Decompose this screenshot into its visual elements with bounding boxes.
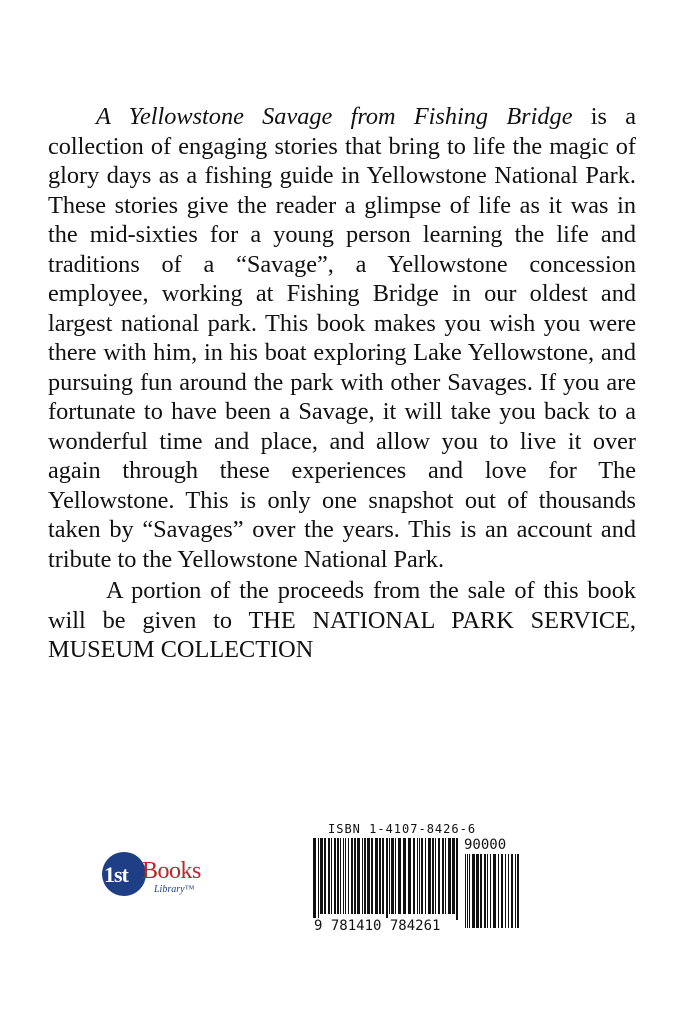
barcode-bar bbox=[343, 838, 344, 914]
barcode-bar bbox=[354, 838, 356, 914]
barcode-bar bbox=[498, 854, 499, 928]
barcode-bar bbox=[345, 838, 346, 914]
barcode-bar bbox=[505, 854, 506, 928]
barcode-bar bbox=[465, 854, 466, 928]
proceeds-note: A portion of the proceeds from the sale of this book will be given to THE NATIONAL PARK SERVICE, MUSEUM COLLECTION bbox=[48, 577, 636, 663]
barcode-bar bbox=[493, 854, 496, 928]
barcode-bar bbox=[438, 838, 440, 914]
barcode-bar bbox=[367, 838, 370, 914]
barcode-bar bbox=[515, 854, 516, 928]
barcode-bar bbox=[501, 854, 503, 928]
barcode-bar bbox=[382, 838, 384, 914]
barcode-bar bbox=[484, 854, 486, 928]
addon-barcode-icon bbox=[464, 854, 520, 928]
book-description bbox=[48, 102, 636, 665]
barcode-bar bbox=[421, 838, 423, 914]
barcode-bar bbox=[456, 838, 458, 920]
barcode-bar bbox=[469, 854, 470, 928]
barcode-bar bbox=[452, 838, 455, 914]
ean-barcode-icon bbox=[312, 838, 460, 920]
barcode-bar bbox=[435, 838, 436, 914]
description-paragraph-1 bbox=[48, 102, 636, 574]
barcode-bar bbox=[425, 838, 426, 914]
barcode-bar bbox=[379, 838, 381, 914]
barcode-bar bbox=[357, 838, 360, 914]
barcode-bar bbox=[511, 854, 513, 928]
publisher-subtitle: Library™ bbox=[154, 884, 195, 895]
ean-digits: 9 781410 784261 bbox=[314, 918, 441, 934]
barcode-bar bbox=[371, 838, 373, 914]
barcode-bar bbox=[320, 838, 323, 914]
publisher-badge-text: 1st bbox=[104, 862, 128, 887]
barcode-bar bbox=[348, 838, 349, 914]
barcode-bar bbox=[331, 838, 332, 914]
barcode-bar bbox=[445, 838, 446, 914]
price-addon-digits: 90000 bbox=[464, 837, 507, 853]
barcode-bar bbox=[432, 838, 434, 914]
barcode-bar bbox=[442, 838, 444, 914]
barcode-bar bbox=[428, 838, 431, 914]
barcode-bar bbox=[340, 838, 341, 914]
barcode-bar bbox=[318, 838, 319, 920]
book-title: A Yellowstone Savage from Fishing Bridge bbox=[96, 103, 573, 130]
barcode-bar bbox=[389, 838, 390, 914]
barcode-bar bbox=[391, 838, 394, 914]
barcode-bar bbox=[398, 838, 401, 914]
barcode-bar bbox=[490, 854, 491, 928]
barcode-bar bbox=[413, 838, 415, 914]
barcode-bar bbox=[476, 854, 479, 928]
barcode-bar bbox=[364, 838, 366, 914]
barcode-bar bbox=[417, 838, 418, 914]
barcode-bar bbox=[395, 838, 396, 914]
barcode-bar bbox=[375, 838, 378, 914]
isbn-label: ISBN 1-4107-8426-6 bbox=[328, 822, 477, 836]
barcode-bar bbox=[313, 838, 316, 920]
barcode-bar bbox=[448, 838, 451, 914]
barcode-bar bbox=[386, 838, 388, 920]
barcode-bar bbox=[328, 838, 330, 914]
publisher-logo bbox=[96, 848, 208, 900]
barcode-bar bbox=[487, 854, 488, 928]
barcode-bar bbox=[419, 838, 420, 914]
barcode-bar bbox=[467, 854, 468, 928]
barcode-bar bbox=[408, 838, 411, 914]
barcode-bar bbox=[508, 854, 509, 928]
barcode-bar bbox=[351, 838, 353, 914]
barcode-bar bbox=[362, 838, 363, 914]
publisher-name: Books bbox=[142, 858, 201, 884]
barcode-bar bbox=[517, 854, 519, 928]
barcode-bar bbox=[334, 838, 336, 914]
barcode-bar bbox=[403, 838, 406, 914]
description-text: is a collection of engaging stories that bring to life the magic of glory days as a fishing guide in Yellowstone National Park. These stories give the reader a glimpse of life as it was in the mid-sixties for a young person learning the life and traditions of a “Savage”, a Yellowstone concession employee, working at Fishing Bridge in our oldest and largest national park. This book makes you wish you were there with him, in his boat exploring Lake Yellowstone, and pursuing fun around the park with other Savages. If you are fortunate to have been a Savage, it will take you back to a wonderful time and place, and allow you to live it over again through these experiences and love for The Yellowstone. This is only one snapshot out of thousands taken by “Savages” over the years. This is an account and tribute to the Yellowstone National Park. bbox=[48, 103, 637, 573]
barcode-bar bbox=[337, 838, 339, 914]
barcode-bar bbox=[324, 838, 326, 914]
barcode-bar bbox=[472, 854, 475, 928]
barcode-bar bbox=[480, 854, 482, 928]
